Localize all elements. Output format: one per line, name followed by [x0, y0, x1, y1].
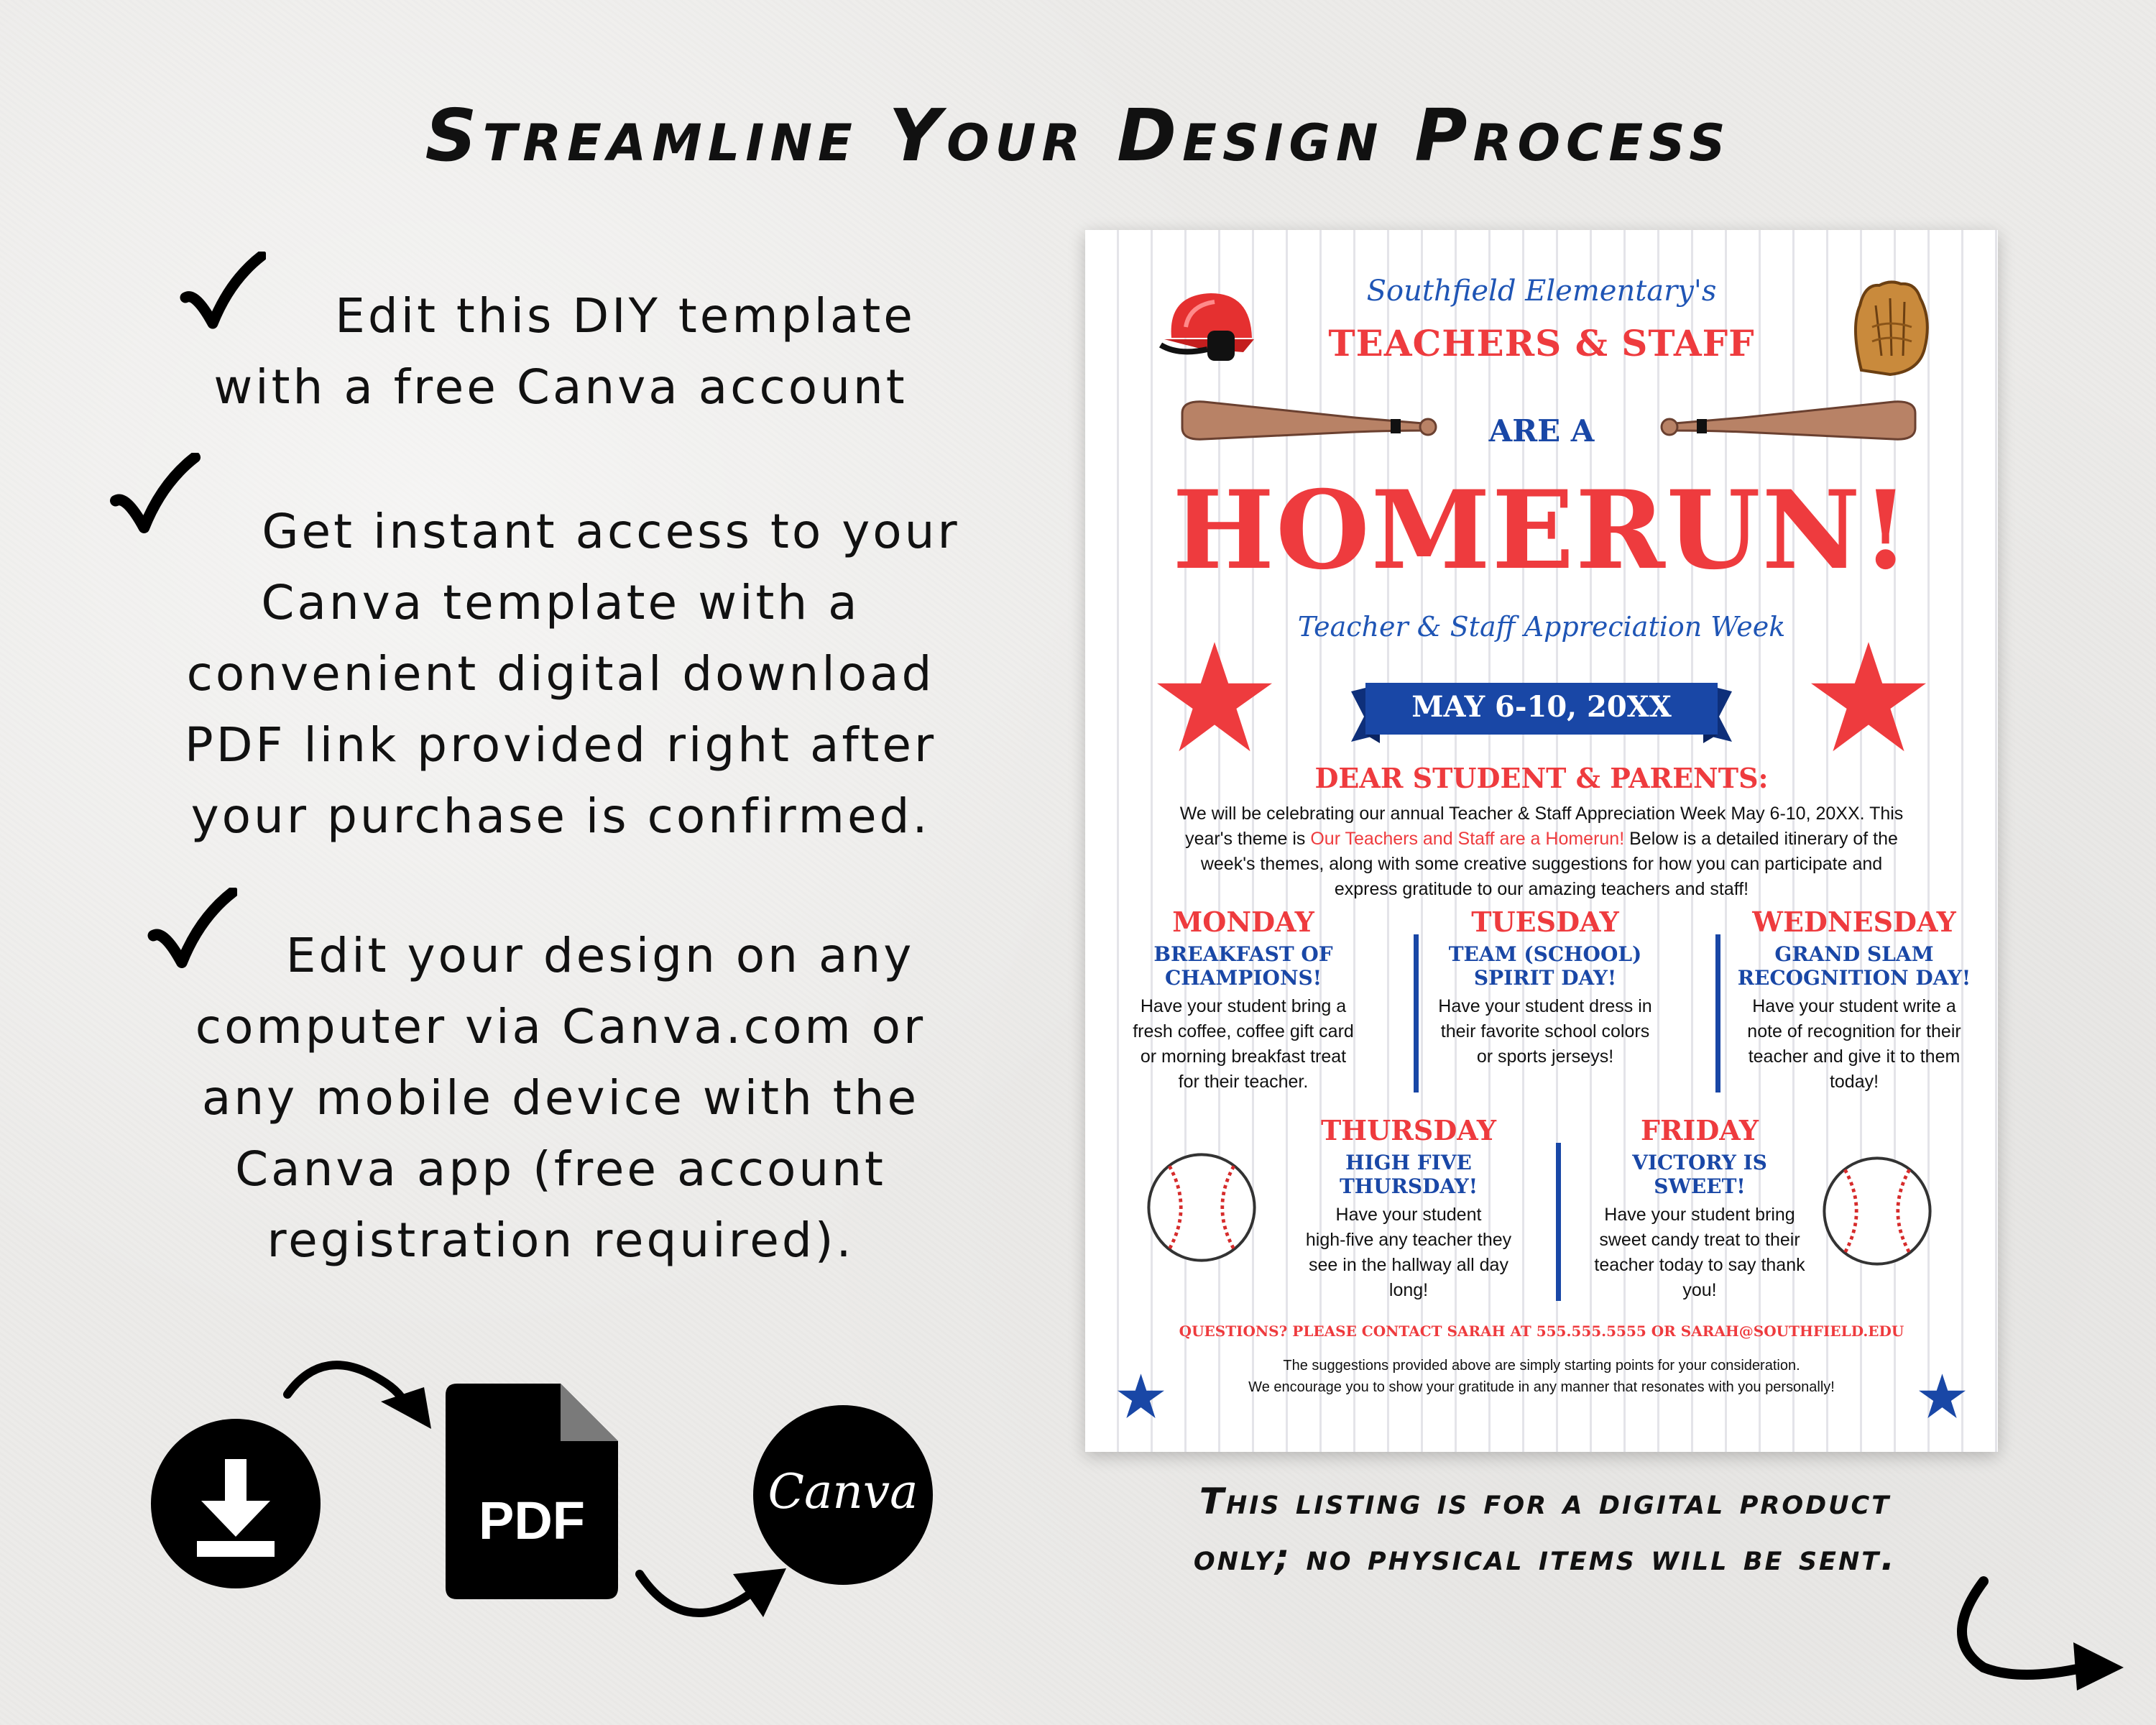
- flyer-greeting: DEAR STUDENT & PARENTS:: [1314, 762, 1769, 794]
- column-divider: [1414, 934, 1419, 1092]
- bullet-line: registration required).: [267, 1213, 854, 1268]
- canva-logo: [753, 1405, 933, 1585]
- desc-line: teacher today to say thank: [1594, 1255, 1805, 1275]
- flyer-preview: [1085, 230, 1998, 1452]
- day-name: WEDNESDAY: [1752, 906, 1956, 938]
- bullet-line: Edit your design on any: [285, 928, 915, 983]
- star-icon: [1157, 640, 1272, 755]
- day-name: FRIDAY: [1640, 1114, 1759, 1146]
- intro-line: [1114, 827, 1969, 852]
- footer-line: The suggestions provided above are simply starting points for your consideration.: [1283, 1358, 1800, 1374]
- footer-line: We encourage you to show your gratitude in any manner that resonates with you personally!: [1248, 1379, 1835, 1395]
- day-theme: SWEET!: [1654, 1174, 1746, 1198]
- day-name: TUESDAY: [1471, 906, 1619, 938]
- intro-theme: Our Teachers and Staff are a Homerun!: [1310, 829, 1625, 849]
- day-theme: BREAKFAST OF: [1153, 942, 1333, 966]
- intro-line: week's themes, along with some creative suggestions for how you can participate and: [1200, 854, 1883, 874]
- desc-line: fresh coffee, coffee gift card: [1133, 1021, 1354, 1041]
- desc-line: for their teacher.: [1178, 1072, 1309, 1092]
- flyer-date: MAY 6-10, 20XX: [1411, 690, 1672, 724]
- intro-text: year's theme is: [1185, 829, 1311, 849]
- desc-line: their favorite school colors: [1440, 1021, 1650, 1041]
- flyer-footer: [1179, 1355, 1904, 1398]
- intro-text: Below is a detailed itinerary of the: [1624, 829, 1898, 849]
- canva-label: Canva: [768, 1464, 918, 1519]
- bullet-line: computer via Canva.com or: [195, 999, 926, 1054]
- bullet-line: your purchase is confirmed.: [190, 788, 931, 844]
- desc-line: sweet candy treat to their: [1599, 1230, 1800, 1250]
- bullet-line: Canva template with a: [261, 575, 860, 630]
- bullet-line: any mobile device with the: [201, 1070, 920, 1126]
- flyer-homerun-title: HOMERUN!: [1172, 467, 1911, 594]
- desc-line: high-five any teacher they: [1305, 1230, 1512, 1250]
- baseball-icon: [1144, 1150, 1259, 1265]
- bullet-line: with a free Canva account: [213, 359, 908, 415]
- day-theme: RECOGNITION DAY!: [1737, 966, 1971, 990]
- day-theme: SPIRIT DAY!: [1473, 966, 1617, 990]
- day-theme: GRAND SLAM: [1774, 942, 1934, 966]
- desc-line: Have your student bring: [1604, 1205, 1795, 1225]
- desc-line: or sports jerseys!: [1476, 1046, 1614, 1067]
- star-icon: [1118, 1373, 1164, 1420]
- pdf-label: PDF: [479, 1491, 585, 1550]
- day-description: [1570, 1202, 1829, 1303]
- day-theme: VICTORY IS: [1632, 1151, 1767, 1174]
- day-theme: THURSDAY!: [1339, 1174, 1478, 1198]
- desc-line: teacher and give it to them: [1748, 1046, 1961, 1067]
- curved-arrow-icon: [1940, 1567, 2134, 1696]
- desc-line: Have your student bring a: [1140, 996, 1347, 1016]
- disclaimer-line: This listing is for a digital product: [1199, 1481, 1892, 1522]
- day-theme: TEAM (SCHOOL): [1448, 942, 1642, 966]
- bullet-edit-template: [158, 280, 963, 423]
- school-name: Southfield Elementary's: [1366, 275, 1717, 308]
- arrow-icon: [280, 1351, 446, 1445]
- desc-line: long!: [1388, 1280, 1429, 1300]
- bullet-instant-access: [144, 496, 977, 852]
- day-description: [1718, 994, 1991, 1095]
- desc-line: Have your student write a: [1752, 996, 1956, 1016]
- desc-line: today!: [1829, 1072, 1879, 1092]
- day-block-monday: [1107, 906, 1380, 1095]
- day-block-wednesday: [1718, 906, 1991, 1095]
- day-description: [1419, 994, 1671, 1070]
- day-description: [1279, 1202, 1538, 1303]
- flyer-subtitle: Teacher & Staff Appreciation Week: [1297, 611, 1786, 643]
- day-block-tuesday: [1419, 906, 1671, 1070]
- flyer-line-are-a: ARE A: [1488, 413, 1595, 448]
- digital-product-disclaimer: [1121, 1473, 1969, 1586]
- baseball-icon: [1820, 1154, 1935, 1269]
- day-block-friday: [1570, 1114, 1829, 1303]
- star-icon: [1919, 1373, 1966, 1420]
- desc-line: note of recognition for their: [1747, 1021, 1961, 1041]
- day-theme: HIGH FIVE: [1345, 1151, 1472, 1174]
- column-divider: [1556, 1143, 1561, 1301]
- bullet-line: convenient digital download: [186, 646, 935, 702]
- bullet-edit-anywhere: [144, 920, 977, 1276]
- day-name: THURSDAY: [1320, 1114, 1496, 1146]
- desc-line: Have your student dress in: [1438, 996, 1652, 1016]
- day-description: [1107, 994, 1380, 1095]
- star-icon: [1811, 640, 1926, 755]
- desc-line: see in the hallway all day: [1309, 1255, 1508, 1275]
- bullet-line: Canva app (free account: [235, 1141, 886, 1197]
- desc-line: Have your student: [1335, 1205, 1482, 1225]
- page-headline: Streamline Your Design Process: [425, 93, 1731, 178]
- desc-line: or morning breakfast treat: [1140, 1046, 1347, 1067]
- bullet-line: Get instant access to your: [262, 504, 960, 559]
- flyer-line-teachers-staff: TEACHERS & STAFF: [1328, 322, 1755, 364]
- day-theme: CHAMPIONS!: [1164, 966, 1322, 990]
- flyer-intro: [1114, 801, 1969, 902]
- intro-line: express gratitude to our amazing teachers and staff!: [1334, 879, 1749, 899]
- bullet-line: PDF link provided right after: [184, 717, 937, 773]
- pdf-file-icon: [446, 1384, 618, 1599]
- day-name: MONDAY: [1172, 906, 1314, 938]
- disclaimer-line: only; no physical items will be sent.: [1193, 1537, 1897, 1578]
- bullet-line: Edit this DIY template: [335, 288, 916, 344]
- desc-line: you!: [1682, 1280, 1717, 1300]
- intro-line: We will be celebrating our annual Teacher & Staff Appreciation Week May 6-10, 20XX. This: [1179, 804, 1904, 824]
- day-block-thursday: [1279, 1114, 1538, 1303]
- flyer-contact: QUESTIONS? PLEASE CONTACT SARAH AT 555.555.5555 OR SARAH@SOUTHFIELD.EDU: [1179, 1322, 1904, 1340]
